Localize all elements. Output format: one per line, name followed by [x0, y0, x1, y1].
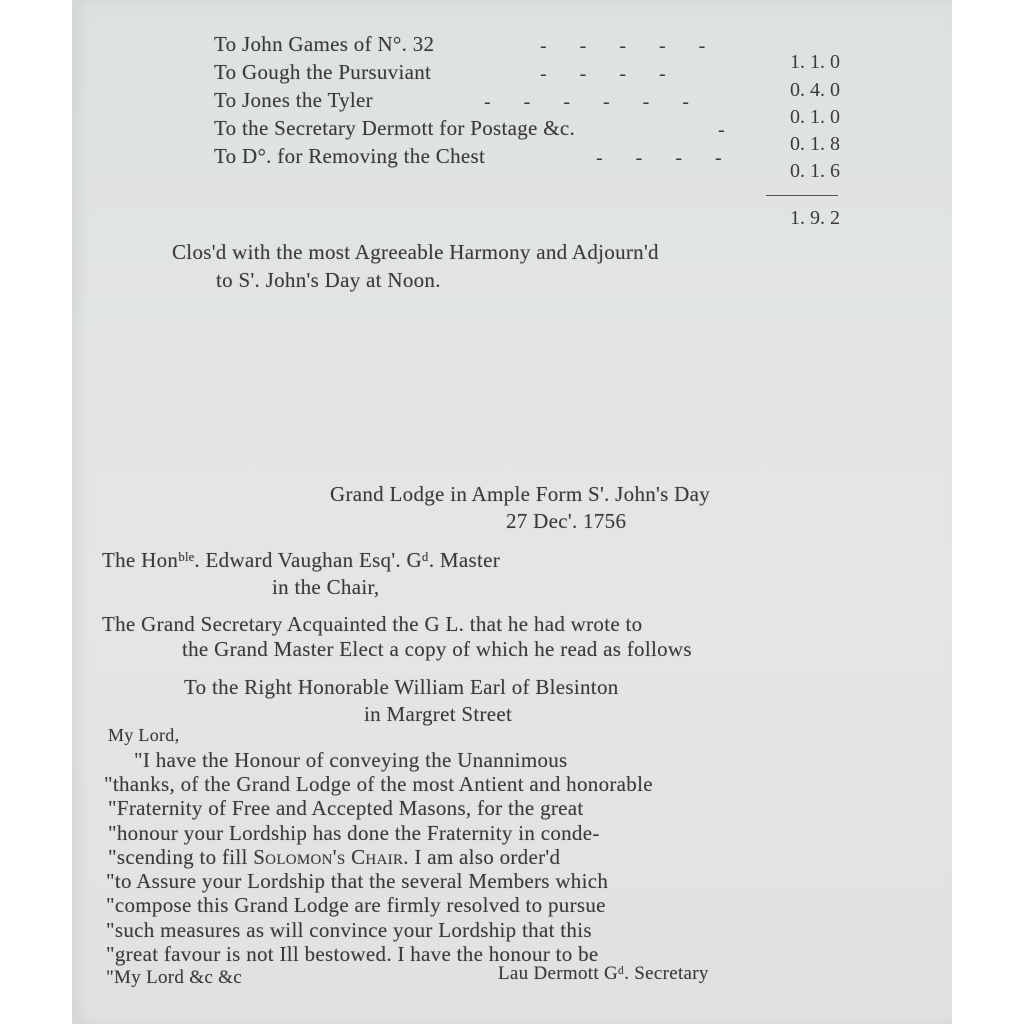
- account-row-amount: 0. 4. 0: [790, 79, 840, 101]
- solomon-chair: Solomon's Chair.: [253, 845, 409, 869]
- secretary-line: The Grand Secretary Acquainted the G L. that he had wrote to: [102, 612, 643, 636]
- meeting-date: 27 Dec'. 1756: [506, 509, 627, 533]
- account-row-amount: 0. 1. 0: [790, 106, 840, 128]
- chair-line: The Honᵇˡᵉ. Edward Vaughan Esq'. Gᵈ. Master: [102, 548, 501, 572]
- total-rule: [766, 195, 838, 196]
- letter-line-start: "scending to fill: [108, 845, 254, 869]
- account-row-leader: - - - - -: [540, 35, 720, 57]
- account-row-label: To Gough the Pursuviant: [214, 60, 432, 84]
- letter-line: "thanks, of the Grand Lodge of the most Antient and honorable: [104, 772, 653, 796]
- letter-line-end: I am also order'd: [408, 845, 561, 869]
- letter-line: "honour your Lordship has done the Fraternity in conde-: [108, 821, 600, 845]
- closing-line: Clos'd with the most Agreeable Harmony and Adjourn'd: [172, 240, 659, 264]
- meeting-heading: Grand Lodge in Ample Form S'. John's Day: [330, 482, 711, 506]
- account-row-label: To Jones the Tyler: [214, 88, 373, 112]
- closing-line: to S'. John's Day at Noon.: [216, 268, 441, 292]
- account-row-leader: - - - -: [540, 63, 680, 85]
- letter-line: "such measures as will convince your Lordship that this: [106, 918, 592, 942]
- account-row-label: To John Games of N°. 32: [214, 32, 435, 56]
- account-row-amount: 0. 1. 8: [790, 133, 840, 155]
- account-row-label: To the Secretary Dermott for Postage &c.: [214, 116, 576, 140]
- letter-line: "Fraternity of Free and Accepted Masons, for the great: [108, 796, 584, 820]
- letter-line: "I have the Honour of conveying the Unannimous: [134, 748, 568, 772]
- account-total: 1. 9. 2: [790, 207, 840, 229]
- account-row-leader: - - - - - -: [484, 91, 703, 113]
- secretary-line: the Grand Master Elect a copy of which he read as follows: [182, 637, 692, 661]
- letter-line: "great favour is not Ill bestowed. I have the honour to be: [106, 942, 599, 966]
- account-row-amount: 1. 1. 0: [790, 51, 840, 73]
- letter-closing: "My Lord &c &c: [106, 967, 242, 988]
- account-row-amount: 0. 1. 6: [790, 160, 840, 182]
- letter-signature: Lau Dermott Gᵈ. Secretary: [498, 963, 709, 984]
- letter-address: in Margret Street: [364, 702, 513, 726]
- account-row-leader: -: [718, 119, 739, 141]
- letter-line: "compose this Grand Lodge are firmly resolved to pursue: [106, 893, 606, 917]
- letter-line: [108, 847, 560, 868]
- letter-line: "to Assure your Lordship that the several Members which: [106, 869, 609, 893]
- letter-salutation: My Lord,: [108, 725, 180, 745]
- account-row-leader: - - - -: [596, 147, 736, 169]
- letter-address: To the Right Honorable William Earl of Blesinton: [184, 675, 619, 699]
- chair-line: in the Chair,: [272, 575, 380, 599]
- book-page: [72, 0, 952, 1024]
- account-row-label: To D°. for Removing the Chest: [214, 144, 486, 168]
